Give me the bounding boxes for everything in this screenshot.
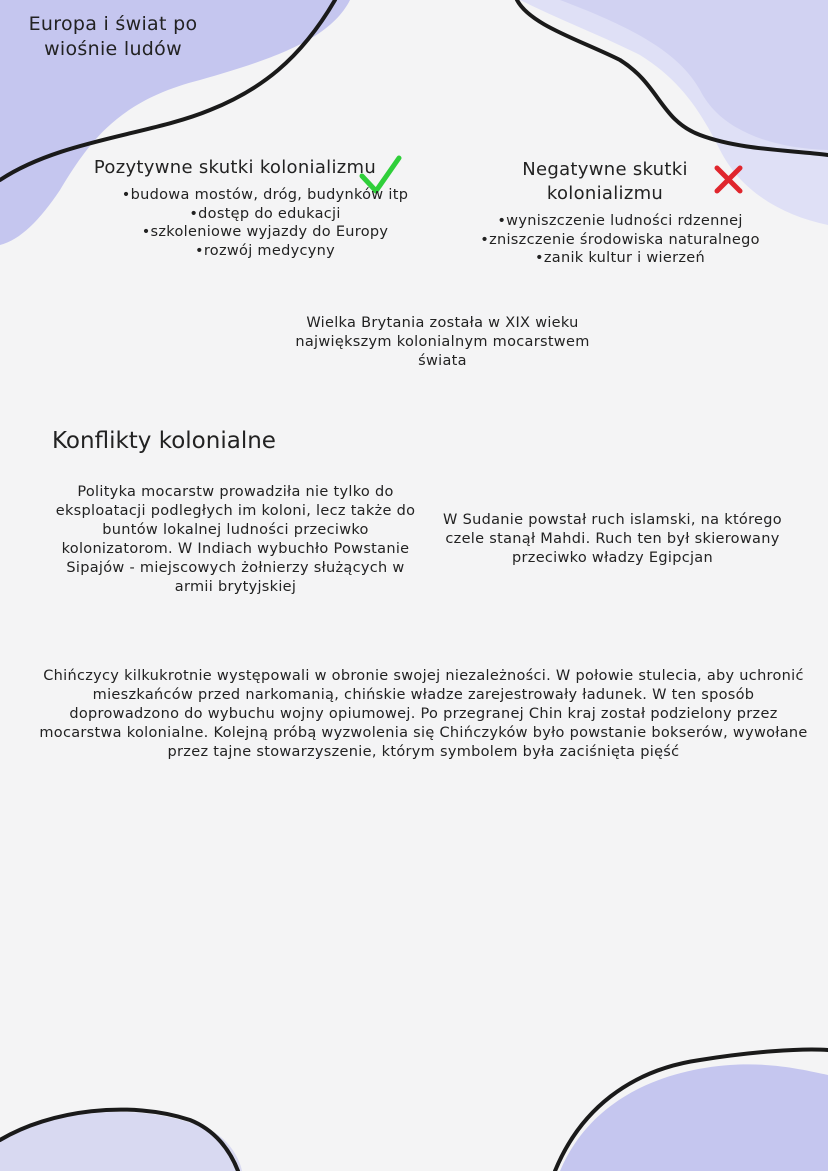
list-item: • rozwój medycyny (90, 242, 440, 261)
china-paragraph: Chińczycy kilkukrotnie występowali w obronie swojej niezależności. W połowie stulecia, aby uchronić mieszkańców przed narkomanią, chińskie władze zarejestrowały ładunek. W ten sposób doprowadzono do wybuchu wojny opiumowej. Po przegranej Chin kraj został podzielony przez mocarstwa kolonialne. Kolejną próbą wyzwolenia się Chińczyków było powstanie bokserów, wywołane przez tajne stowarzyszenie, którym symbolem była zaciśnięta pięść (39, 668, 808, 760)
list-item: • budowa mostów, dróg, budynków itp (90, 186, 440, 205)
bottom-left-blob (0, 1112, 242, 1171)
list-item: • wyniszczenie ludności rdzennej (445, 212, 795, 231)
section-heading: Konflikty kolonialne (52, 428, 276, 454)
left-paragraph: Polityka mocarstw prowadziła nie tylko do eksploatacji podległych im koloni, lecz także do buntów lokalnej ludności przeciwko kolonizatorom. W Indiach wybuchło Powstanie Sipajów - miejscowych żołnierzy służących w armii brytyjskiej (55, 484, 416, 595)
negative-effects-title: Negatywne skutki kolonializmu (522, 159, 688, 204)
right-paragraph: W Sudanie powstał ruch islamski, na którego czele stanął Mahdi. Ruch ten był skierowany przeciwko władzy Egipcjan (443, 512, 782, 566)
positive-effects (90, 156, 440, 260)
positive-effects-title: Pozytywne skutki kolonializmu (93, 157, 377, 178)
bottom-right-blob (560, 1064, 828, 1171)
negative-effects (445, 158, 795, 268)
list-item: • zanik kultur i wierzeń (445, 249, 795, 268)
list-item: • szkoleniowe wyjazdy do Europy (90, 223, 440, 242)
page-title: Europa i świat po wiośnie ludów (28, 13, 198, 60)
negative-effects-list (445, 212, 795, 268)
list-item: • zniszczenie środowiska naturalnego (445, 231, 795, 250)
positive-effects-list (90, 186, 440, 260)
list-item: • dostęp do edukacji (90, 205, 440, 224)
britain-note: Wielka Brytania została w XIX wieku największym kolonialnym mocarstwem świata (295, 315, 590, 369)
